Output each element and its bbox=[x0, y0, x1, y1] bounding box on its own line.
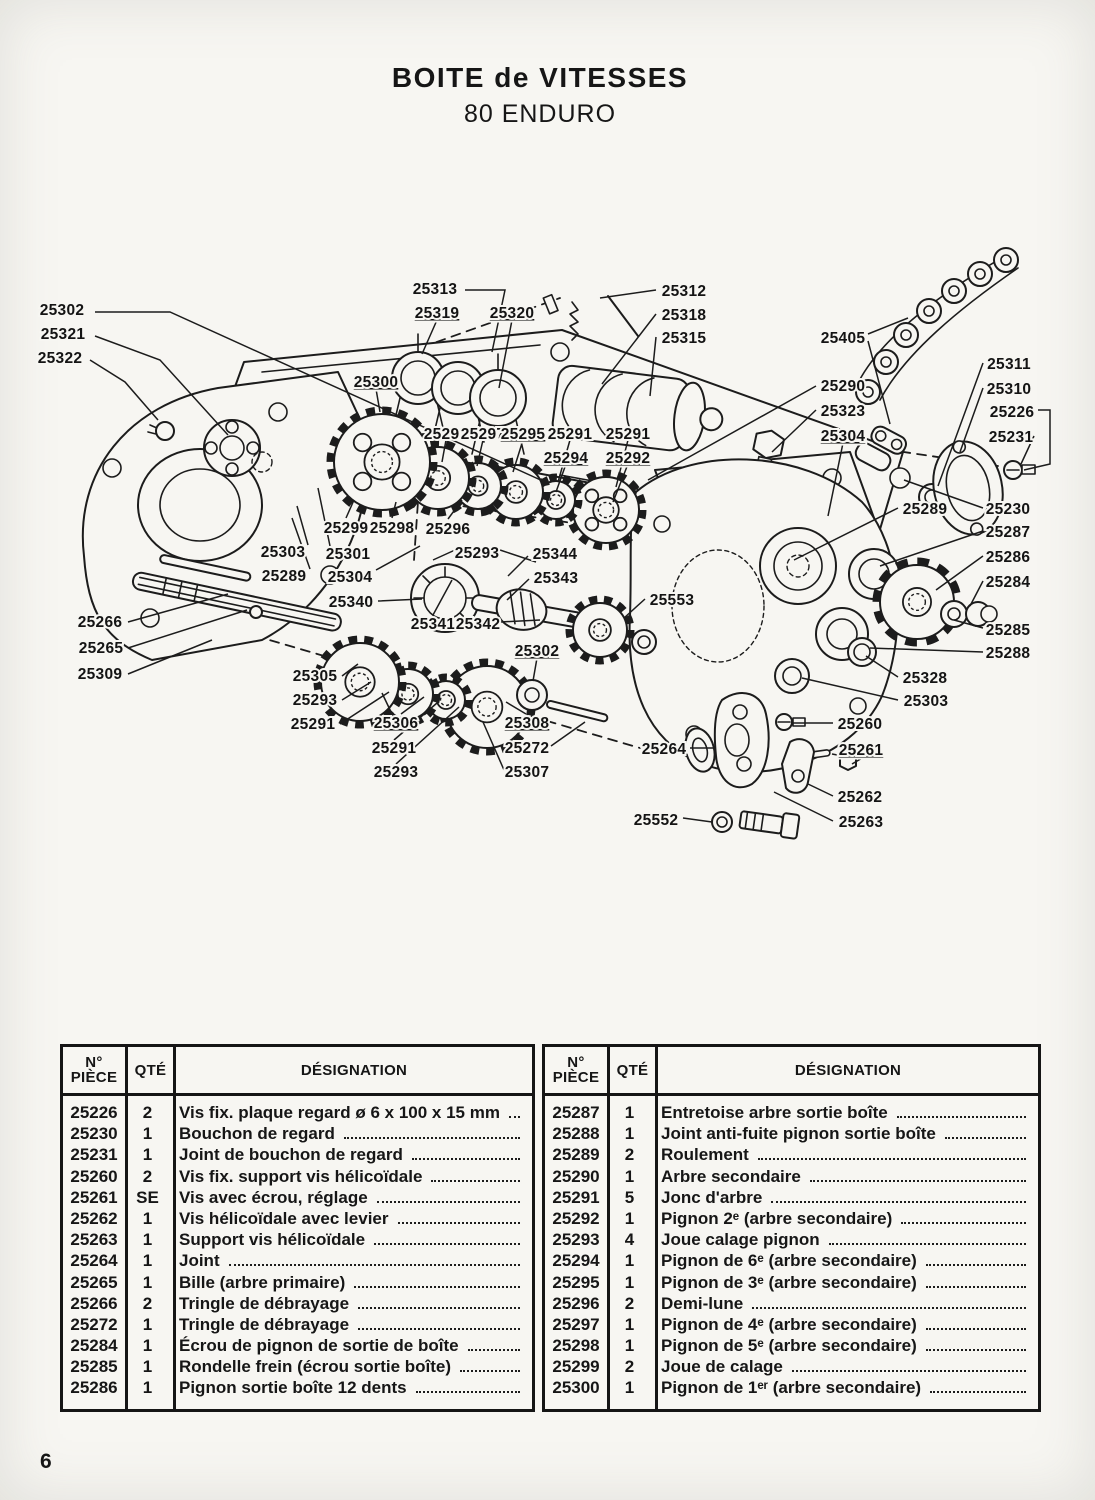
part-label: 25343 bbox=[533, 570, 579, 587]
part-label: 25302 bbox=[39, 302, 85, 319]
table-row bbox=[545, 1273, 1038, 1294]
part-label: 25553 bbox=[649, 592, 695, 609]
part-label: 25308 bbox=[504, 715, 550, 732]
parts-table-right bbox=[542, 1044, 1041, 1412]
cell-part-number: 25300 bbox=[552, 1378, 600, 1398]
part-label: 25405 bbox=[820, 330, 866, 347]
part-label: 25320 bbox=[489, 305, 535, 322]
cell-designation: Vis avec écrou, réglage bbox=[170, 1188, 532, 1209]
dot-leader bbox=[926, 1264, 1026, 1266]
cell-designation: Pignon de 1ᵉʳ (arbre secondaire) bbox=[652, 1378, 1038, 1399]
cell-designation: Tringle de débrayage bbox=[170, 1315, 532, 1336]
table-row bbox=[63, 1209, 532, 1230]
cell-qty: 2 bbox=[142, 1166, 153, 1186]
cell-part-number: 25231 bbox=[70, 1145, 118, 1165]
page-title: BOITE de VITESSES bbox=[391, 62, 689, 93]
cell-designation: Écrou de pignon de sortie de boîte bbox=[170, 1336, 532, 1357]
table-row bbox=[63, 1103, 532, 1124]
cell-qty: 1 bbox=[624, 1336, 635, 1356]
cell-part-number: 25284 bbox=[70, 1336, 118, 1356]
cell-designation: Pignon sortie boîte 12 dents bbox=[170, 1378, 532, 1399]
part-label: 25312 bbox=[661, 283, 707, 300]
table-row bbox=[63, 1273, 532, 1294]
cell-designation: Bouchon de regard bbox=[170, 1124, 532, 1145]
table-header bbox=[545, 1047, 1038, 1096]
part-label: 25293 bbox=[373, 764, 419, 781]
table-row bbox=[63, 1336, 532, 1357]
cell-designation: Entretoise arbre sortie boîte bbox=[652, 1103, 1038, 1124]
part-label: 25285 bbox=[985, 622, 1031, 639]
part-label: 25305 bbox=[292, 668, 338, 685]
dot-leader bbox=[901, 1222, 1026, 1224]
table-row bbox=[63, 1230, 532, 1251]
cell-part-number: 25290 bbox=[552, 1166, 600, 1186]
cell-part-number: 25294 bbox=[552, 1251, 600, 1271]
header-part-number: N° PIÈCE bbox=[63, 1047, 128, 1093]
table-row bbox=[545, 1103, 1038, 1124]
cell-part-number: 25296 bbox=[552, 1293, 600, 1313]
cell-qty: 1 bbox=[624, 1314, 635, 1334]
part-label: 25263 bbox=[838, 814, 884, 831]
cell-part-number: 25262 bbox=[70, 1208, 118, 1228]
cell-qty: 2 bbox=[142, 1293, 153, 1313]
table-row bbox=[545, 1188, 1038, 1209]
dot-leader bbox=[792, 1370, 1026, 1372]
cell-qty: 5 bbox=[624, 1187, 635, 1207]
part-label: 25323 bbox=[820, 403, 866, 420]
cell-qty: 1 bbox=[142, 1145, 153, 1165]
dot-leader bbox=[509, 1116, 520, 1118]
part-label: 25304 bbox=[820, 428, 866, 445]
cell-qty: 1 bbox=[142, 1336, 153, 1356]
cell-part-number: 25287 bbox=[552, 1103, 600, 1122]
cell-part-number: 25286 bbox=[70, 1378, 118, 1398]
part-label: 25265 bbox=[78, 640, 124, 657]
cell-designation: Pignon 2ᵉ (arbre secondaire) bbox=[652, 1209, 1038, 1230]
part-label: 25302 bbox=[514, 643, 560, 660]
cell-qty: 1 bbox=[624, 1251, 635, 1271]
cell-designation: Bille (arbre primaire) bbox=[170, 1273, 532, 1294]
part-label: 25301 bbox=[325, 546, 371, 563]
table-row bbox=[545, 1294, 1038, 1315]
part-label: 25289 bbox=[261, 568, 307, 585]
part-label: 25261 bbox=[838, 742, 884, 759]
part-label: 25300 bbox=[353, 374, 399, 391]
output-sprocket bbox=[876, 561, 958, 643]
cell-part-number: 25295 bbox=[552, 1272, 600, 1292]
part-label: 25266 bbox=[77, 614, 123, 631]
dot-leader bbox=[374, 1243, 520, 1245]
part-label: 25313 bbox=[412, 281, 458, 298]
cell-part-number: 25292 bbox=[552, 1208, 600, 1228]
cell-part-number: 25289 bbox=[552, 1145, 600, 1165]
table-row bbox=[63, 1167, 532, 1188]
table-row bbox=[545, 1315, 1038, 1336]
table-row bbox=[545, 1167, 1038, 1188]
cell-designation: Pignon de 4ᵉ (arbre secondaire) bbox=[652, 1315, 1038, 1336]
cell-qty: 2 bbox=[624, 1293, 635, 1313]
cell-qty: SE bbox=[136, 1187, 159, 1207]
cell-qty: 1 bbox=[142, 1378, 153, 1398]
part-label: 25293 bbox=[454, 545, 500, 562]
dot-leader bbox=[758, 1158, 1026, 1160]
part-label: 25340 bbox=[328, 594, 374, 611]
table-row bbox=[545, 1124, 1038, 1145]
dot-leader bbox=[358, 1328, 520, 1330]
cell-designation: Joint bbox=[170, 1251, 532, 1272]
cell-qty: 2 bbox=[624, 1357, 635, 1377]
page-subtitle: 80 ENDURO bbox=[463, 100, 617, 128]
table-row bbox=[545, 1145, 1038, 1166]
cell-part-number: 25226 bbox=[70, 1103, 118, 1122]
part-label: 25291 bbox=[423, 426, 469, 443]
part-label: 25311 bbox=[987, 356, 1031, 373]
part-label: 25318 bbox=[661, 307, 707, 324]
cell-designation: Support vis hélicoïdale bbox=[170, 1230, 532, 1251]
gear-1st bbox=[330, 410, 434, 514]
cell-part-number: 25260 bbox=[70, 1166, 118, 1186]
cell-qty: 1 bbox=[142, 1230, 153, 1250]
part-label: 25284 bbox=[985, 574, 1031, 591]
cell-designation: Pignon de 3ᵉ (arbre secondaire) bbox=[652, 1273, 1038, 1294]
header-designation: DÉSIGNATION bbox=[300, 1061, 408, 1079]
header-qty: QTÉ bbox=[128, 1047, 176, 1093]
table-row bbox=[63, 1357, 532, 1378]
cell-qty: 4 bbox=[624, 1230, 635, 1250]
cell-part-number: 25264 bbox=[70, 1251, 118, 1271]
cell-designation: Joue calage pignon bbox=[652, 1230, 1038, 1251]
table-row bbox=[63, 1145, 532, 1166]
table-row bbox=[545, 1251, 1038, 1272]
cell-part-number: 25272 bbox=[70, 1314, 118, 1334]
cell-qty: 1 bbox=[142, 1208, 153, 1228]
cell-designation: Joue de calage bbox=[652, 1357, 1038, 1378]
part-label: 25321 bbox=[40, 326, 86, 343]
dot-leader bbox=[930, 1391, 1026, 1393]
table-row bbox=[63, 1378, 532, 1399]
cell-part-number: 25299 bbox=[552, 1357, 600, 1377]
part-label: 25230 bbox=[985, 501, 1031, 518]
table-row bbox=[63, 1315, 532, 1336]
part-label: 25289 bbox=[902, 501, 948, 518]
part-label: 25322 bbox=[37, 350, 83, 367]
cell-qty: 2 bbox=[142, 1103, 153, 1122]
dot-leader bbox=[460, 1370, 520, 1372]
table-row bbox=[545, 1209, 1038, 1230]
cell-qty: 1 bbox=[624, 1208, 635, 1228]
cell-qty: 2 bbox=[624, 1145, 635, 1165]
part-label: 25286 bbox=[985, 549, 1031, 566]
column-divider bbox=[607, 1096, 610, 1409]
part-label: 25344 bbox=[532, 546, 578, 563]
table-row bbox=[545, 1230, 1038, 1251]
dot-leader bbox=[468, 1349, 520, 1351]
cell-designation: Demi-lune bbox=[652, 1294, 1038, 1315]
parts-table-left bbox=[60, 1044, 535, 1412]
header-part-number: N° PIÈCE bbox=[545, 1047, 610, 1093]
part-label: 25296 bbox=[425, 521, 471, 538]
dot-leader bbox=[354, 1286, 520, 1288]
cell-designation: Joint anti-fuite pignon sortie boîte bbox=[652, 1124, 1038, 1145]
part-label: 25328 bbox=[902, 670, 948, 687]
dot-leader bbox=[752, 1307, 1026, 1309]
dot-leader bbox=[926, 1286, 1026, 1288]
part-label: 25231 bbox=[988, 429, 1034, 446]
cell-part-number: 25291 bbox=[552, 1187, 600, 1207]
cell-designation: Vis fix. support vis hélicoïdale bbox=[170, 1167, 532, 1188]
cell-qty: 1 bbox=[142, 1124, 153, 1144]
column-divider bbox=[173, 1096, 176, 1409]
header-qty: QTÉ bbox=[610, 1047, 658, 1093]
cell-qty: 1 bbox=[624, 1103, 635, 1122]
cell-designation: Roulement bbox=[652, 1145, 1038, 1166]
table-row bbox=[63, 1124, 532, 1145]
part-label: 25295 bbox=[500, 426, 546, 443]
part-label: 25299 bbox=[323, 520, 369, 537]
dot-leader bbox=[358, 1307, 520, 1309]
part-label: 25297 bbox=[460, 426, 506, 443]
dot-leader bbox=[229, 1264, 520, 1266]
cell-part-number: 25293 bbox=[552, 1230, 600, 1250]
part-label: 25306 bbox=[373, 715, 419, 732]
part-label: 25341 bbox=[410, 616, 456, 633]
dot-leader bbox=[945, 1137, 1026, 1139]
part-label: 25290 bbox=[820, 378, 866, 395]
cell-designation: Jonc d'arbre bbox=[652, 1188, 1038, 1209]
cell-part-number: 25298 bbox=[552, 1336, 600, 1356]
cell-designation: Joint de bouchon de regard bbox=[170, 1145, 532, 1166]
table-row bbox=[63, 1294, 532, 1315]
part-label: 25552 bbox=[633, 812, 679, 829]
cell-designation: Pignon de 5ᵉ (arbre secondaire) bbox=[652, 1336, 1038, 1357]
cell-qty: 1 bbox=[624, 1378, 635, 1398]
part-label: 25293 bbox=[292, 692, 338, 709]
part-label: 25291 bbox=[605, 426, 651, 443]
table-row bbox=[63, 1188, 532, 1209]
part-label: 25310 bbox=[986, 381, 1032, 398]
part-label: 25298 bbox=[369, 520, 415, 537]
dot-leader bbox=[926, 1328, 1026, 1330]
dot-leader bbox=[416, 1391, 520, 1393]
dot-leader bbox=[344, 1137, 520, 1139]
dot-leader bbox=[897, 1116, 1026, 1118]
cell-qty: 1 bbox=[624, 1124, 635, 1144]
parts-tables bbox=[60, 1044, 1041, 1412]
cell-qty: 1 bbox=[624, 1166, 635, 1186]
part-label: 25315 bbox=[661, 330, 707, 347]
dot-leader bbox=[810, 1180, 1026, 1182]
cell-part-number: 25261 bbox=[70, 1187, 118, 1207]
cell-qty: 1 bbox=[142, 1357, 153, 1377]
table-row bbox=[545, 1378, 1038, 1399]
part-label: 25264 bbox=[641, 741, 687, 758]
dot-leader bbox=[377, 1201, 520, 1203]
part-label: 25287 bbox=[985, 524, 1031, 541]
cell-qty: 1 bbox=[142, 1251, 153, 1271]
cell-qty: 1 bbox=[142, 1314, 153, 1334]
part-label: 25342 bbox=[455, 616, 501, 633]
part-label: 25291 bbox=[290, 716, 336, 733]
cell-designation: Rondelle frein (écrou sortie boîte) bbox=[170, 1357, 532, 1378]
cell-designation: Vis hélicoïdale avec levier bbox=[170, 1209, 532, 1230]
part-label: 25262 bbox=[837, 789, 883, 806]
cell-part-number: 25288 bbox=[552, 1124, 600, 1144]
cell-qty: 1 bbox=[142, 1272, 153, 1292]
header-designation: DÉSIGNATION bbox=[794, 1061, 902, 1079]
dot-leader bbox=[431, 1180, 520, 1182]
dot-leader bbox=[412, 1158, 520, 1160]
part-label: 25294 bbox=[543, 450, 589, 467]
kick-idler-gear bbox=[569, 599, 631, 661]
part-label: 25319 bbox=[414, 305, 460, 322]
cell-designation: Vis fix. plaque regard ø 6 x 100 x 15 mm bbox=[170, 1103, 532, 1124]
cell-part-number: 25297 bbox=[552, 1314, 600, 1334]
dot-leader bbox=[829, 1243, 1026, 1245]
dot-leader bbox=[926, 1349, 1026, 1351]
part-label: 25309 bbox=[77, 666, 123, 683]
dot-leader bbox=[771, 1201, 1026, 1203]
part-label: 25291 bbox=[371, 740, 417, 757]
table-row bbox=[545, 1336, 1038, 1357]
table-row bbox=[545, 1357, 1038, 1378]
page-number: 6 bbox=[40, 1450, 52, 1473]
cell-designation: Pignon de 6ᵉ (arbre secondaire) bbox=[652, 1251, 1038, 1272]
cell-qty: 1 bbox=[624, 1272, 635, 1292]
part-label: 25304 bbox=[327, 569, 373, 586]
part-label: 25226 bbox=[989, 404, 1035, 421]
part-label: 25307 bbox=[504, 764, 550, 781]
cell-designation: Arbre secondaire bbox=[652, 1167, 1038, 1188]
cell-part-number: 25265 bbox=[70, 1272, 118, 1292]
part-label: 25292 bbox=[605, 450, 651, 467]
cell-part-number: 25263 bbox=[70, 1230, 118, 1250]
dot-leader bbox=[398, 1222, 521, 1224]
cell-part-number: 25230 bbox=[70, 1124, 118, 1144]
table-header bbox=[63, 1047, 532, 1096]
part-label: 25303 bbox=[260, 544, 306, 561]
table-row bbox=[63, 1251, 532, 1272]
part-label: 25291 bbox=[547, 426, 593, 443]
cell-part-number: 25285 bbox=[70, 1357, 118, 1377]
cell-part-number: 25266 bbox=[70, 1293, 118, 1313]
column-divider bbox=[655, 1096, 658, 1409]
part-label: 25303 bbox=[903, 693, 949, 710]
column-divider bbox=[125, 1096, 128, 1409]
cell-designation: Tringle de débrayage bbox=[170, 1294, 532, 1315]
part-label: 25288 bbox=[985, 645, 1031, 662]
part-label: 25272 bbox=[504, 740, 550, 757]
part-label: 25260 bbox=[837, 716, 883, 733]
